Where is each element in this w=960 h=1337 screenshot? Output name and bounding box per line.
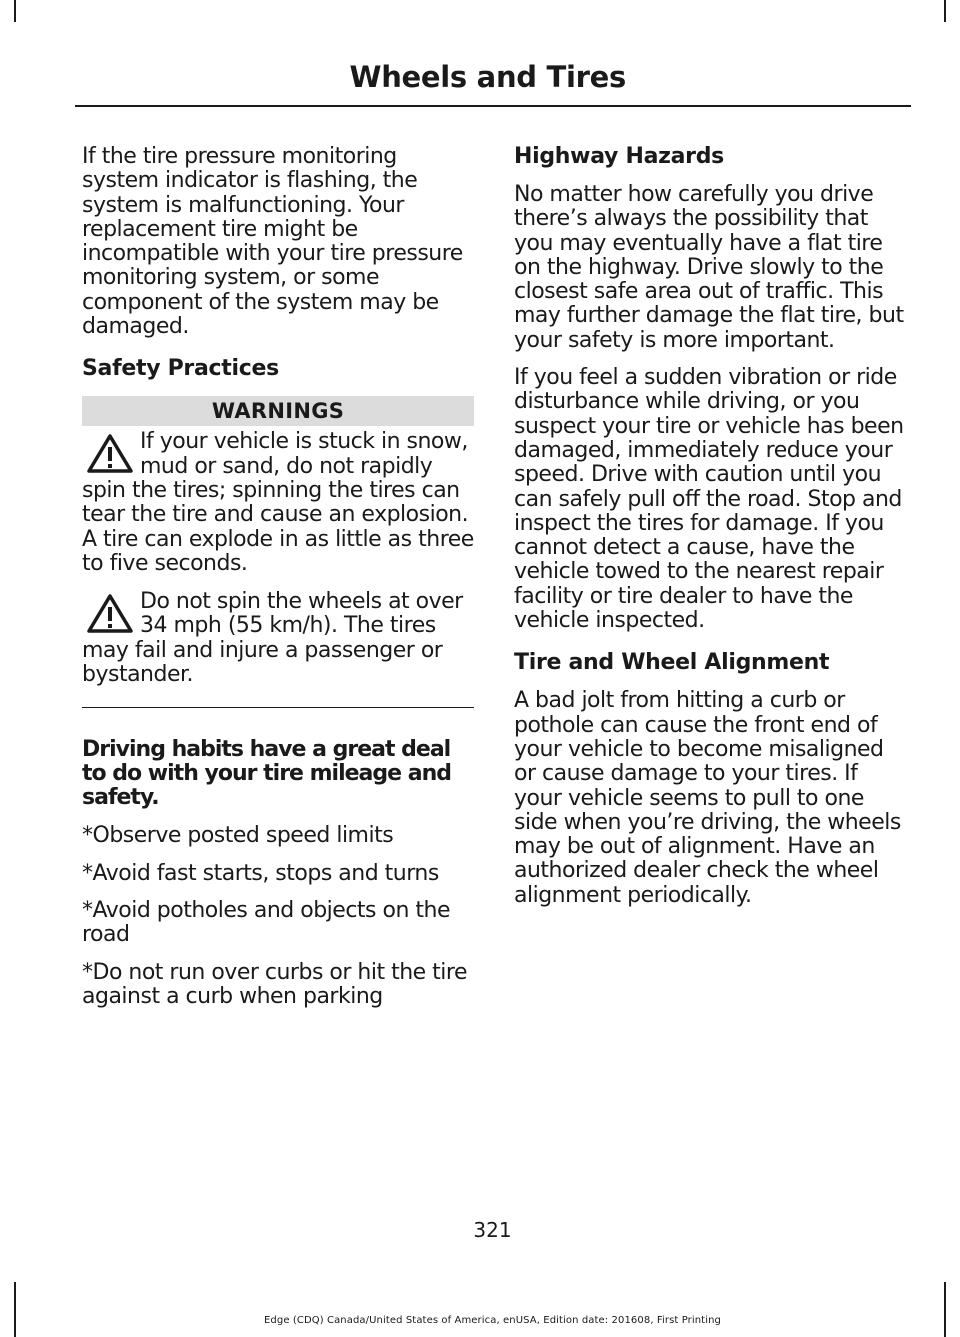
crop-mark-bottom-left — [14, 1282, 16, 1337]
habit-item: *Observe posted speed limits — [82, 823, 394, 849]
warnings-banner: WARNINGS — [82, 396, 474, 426]
page-number: 321 — [473, 1218, 512, 1242]
warning-item — [82, 590, 474, 687]
habit-item: *Do not run over curbs or hit the tire against a curb when parking — [82, 959, 468, 1009]
hazards-paragraph-1: No matter how carefully you drive there’s always the possibility that you may eventually have a flat tire on the highway. Drive slowly to the closest safe area out of traffic. This may further damage the flat tire, but your safety is more important. — [514, 182, 904, 353]
warning-triangle-icon — [86, 432, 134, 474]
left-column — [82, 145, 474, 1022]
warnings-end-rule — [82, 707, 474, 708]
crop-mark-bottom-right — [944, 1282, 946, 1337]
warning-triangle-icon — [86, 592, 134, 634]
safety-practices-heading: Safety Practices — [82, 356, 279, 382]
hazards-paragraph-2: If you feel a sudden vibration or ride disturbance while driving, or you suspect your tire or vehicle has been damaged, immediately reduce your speed. Drive with caution until you can safely pull off the road. Stop and inspect the tires for damage. If you cannot detect a cause, have the vehicle towed to the nearest repair facility or tire dealer to have the vehicle inspected. — [514, 365, 904, 634]
header-rule — [75, 105, 911, 107]
habit-item: *Avoid fast starts, stops and turns — [82, 860, 439, 886]
alignment-heading: Tire and Wheel Alignment — [514, 650, 830, 676]
warning-text: If your vehicle is stuck in snow, mud or sand, do not rapidly spin the tires; spinning the tires can tear the tire and cause an explosion. A tire can explode in as little as three to five seconds. — [82, 429, 474, 576]
driving-habits-heading: Driving habits have a great deal to do with your tire mileage and safety. — [82, 737, 451, 811]
alignment-paragraph: A bad jolt from hitting a curb or pothole can cause the front end of your vehicle to become misaligned or cause damage to your tires. If your vehicle seems to pull to one side when you’re driving, the wheels may be out of alignment. Have an authorized dealer check the wheel alignment periodically. — [514, 688, 901, 908]
edition-footer: Edge (CDQ) Canada/United States of America, enUSA, Edition date: 201608, First Printing — [264, 1315, 721, 1326]
warning-item — [82, 430, 474, 576]
highway-hazards-heading: Highway Hazards — [514, 144, 724, 169]
crop-mark-top-left — [14, 0, 16, 22]
intro-paragraph: If the tire pressure monitoring system indicator is flashing, the system is malfunctioning. Your replacement tire might be incompatible with your tire pressure monitoring system, or some component of the system may be damaged. — [82, 144, 463, 340]
page-header-title: Wheels and Tires — [349, 60, 626, 94]
crop-mark-top-right — [944, 0, 946, 22]
habit-item: *Avoid potholes and objects on the road — [82, 897, 450, 948]
warning-text: Do not spin the wheels at over 34 mph (55 km/h). The tires may fail and injure a passenger or bystander. — [82, 589, 463, 688]
right-column — [514, 145, 908, 921]
